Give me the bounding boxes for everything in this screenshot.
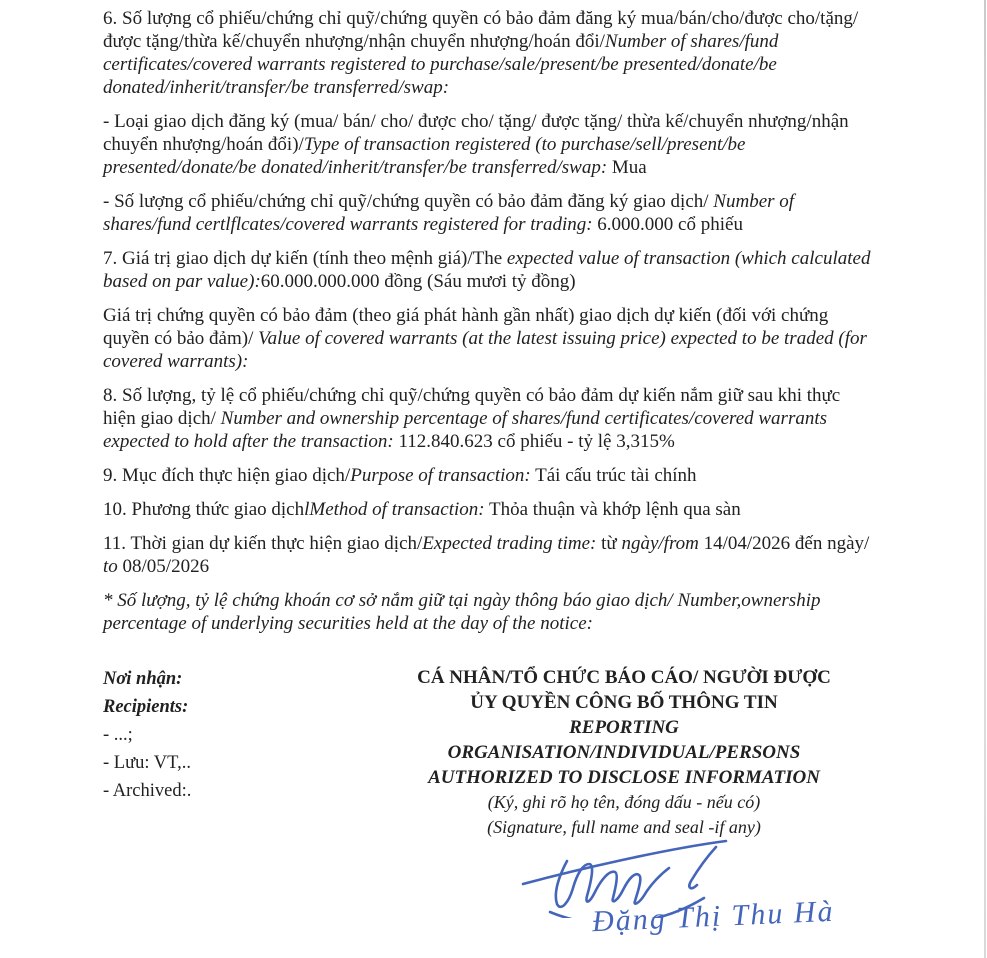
text-run: Value of covered warrants (at the latest issuing price) expected to be traded (for covered warrants): bbox=[103, 328, 867, 372]
text-run: Expected trading time: bbox=[422, 533, 597, 554]
paragraph-item-6 bbox=[103, 7, 873, 99]
reporting-entity-block bbox=[385, 665, 863, 840]
text-run: từ bbox=[596, 533, 622, 554]
paragraph-item-11 bbox=[103, 532, 873, 578]
paragraph-item-9 bbox=[103, 464, 873, 487]
registered-quantity-value: 6.000.000 cổ phiếu bbox=[592, 214, 743, 235]
paragraph-item-7 bbox=[103, 247, 873, 293]
recipients-item: - ...; bbox=[103, 725, 133, 745]
paragraph-registered-quantity bbox=[103, 190, 873, 236]
text-run: - Số lượng cổ phiếu/chứng chỉ quỹ/chứng quyền có bảo đảm đăng ký giao dịch/ bbox=[103, 191, 714, 212]
recipients-block bbox=[103, 665, 288, 840]
text-run: 11. Thời gian dự kiến thực hiện giao dịch/ bbox=[103, 533, 423, 554]
report-heading-en-2: ORGANISATION/INDIVIDUAL/PERSONS bbox=[447, 742, 801, 763]
trading-end-date: 08/05/2026 bbox=[117, 556, 210, 577]
text-run: * Số lượng, tỷ lệ chứng khoán cơ sở nắm giữ tại ngày thông báo giao dịch/ Number,ownership percentage of underlying securities held at the day of the notice: bbox=[103, 590, 821, 634]
text-run: Number of shares/fund certificates/covered warrants registered to purchase/sale/present/be presented/donate/be donated/inherit/transfer/be transferred/swap: bbox=[103, 31, 779, 98]
paragraph-item-10 bbox=[103, 498, 873, 521]
scan-edge-artifact bbox=[984, 0, 986, 958]
recipients-item: - Lưu: VT,.. bbox=[103, 753, 191, 773]
paragraph-warrant-value bbox=[103, 304, 873, 373]
signature-area bbox=[520, 838, 970, 958]
text-run: 6. Số lượng cổ phiếu/chứng chỉ quỹ/chứng quyền có bảo đảm đăng ký mua/bán/cho/được cho/tặng/được tặng/thừa kế/chuyển nhượng/nhận chuyển nhượng/hoán đổi/ bbox=[103, 8, 859, 52]
text-run: Giá trị chứng quyền có bảo đảm (theo giá phát hành gần nhất) giao dịch dự kiến (đối với chứng quyền có bảo đảm)/ bbox=[103, 305, 829, 349]
signing-instruction-en: (Signature, full name and seal -if any) bbox=[487, 817, 761, 837]
paragraph-item-8 bbox=[103, 384, 873, 453]
recipients-item: - Archived:. bbox=[103, 781, 192, 801]
text-run: Purpose of transaction: bbox=[350, 465, 531, 486]
text-run: Number of shares/fund certlflcates/covered warrants registered for trading: bbox=[103, 191, 795, 235]
purpose-value: Tái cấu trúc tài chính bbox=[530, 465, 697, 486]
text-run: Type of transaction registered (to purchase/sell/present/be presented/donate/be donated/inherit/transfer/be transferred/swap: bbox=[103, 134, 746, 178]
text-run: - Loại giao dịch đăng ký (mua/ bán/ cho/ được cho/ tặng/ được tặng/ thừa kế/chuyển nhượng/nhận chuyển nhượng/hoán đổi)/ bbox=[103, 111, 849, 155]
text-run: Number and ownership percentage of shares/fund certificates/covered warrants expected to hold after the transaction: bbox=[103, 408, 828, 452]
holding-after-transaction-value: 112.840.623 cổ phiếu - tỷ lệ 3,315% bbox=[393, 431, 675, 452]
report-heading-en-1: REPORTING bbox=[569, 717, 679, 738]
footer bbox=[103, 665, 873, 840]
paragraph-star-note bbox=[103, 589, 873, 635]
text-run: to bbox=[103, 556, 118, 577]
text-run: 9. Mục đích thực hiện giao dịch/ bbox=[103, 465, 351, 486]
document-body bbox=[103, 7, 873, 840]
recipients-title-vi: Nơi nhận: bbox=[103, 669, 183, 689]
text-run: expected value of transaction (which calculated based on par value): bbox=[103, 248, 871, 292]
report-heading-en-3: AUTHORIZED TO DISCLOSE INFORMATION bbox=[428, 767, 820, 788]
text-run: lMethod of transaction: bbox=[304, 499, 485, 520]
text-run: ngày/from bbox=[621, 533, 699, 554]
text-run: 10. Phương thức giao dịch bbox=[103, 499, 305, 520]
recipients-title-en: Recipients: bbox=[103, 697, 189, 717]
transaction-type-value: Mua bbox=[607, 157, 647, 178]
paragraph-transaction-type bbox=[103, 110, 873, 179]
transaction-value: 60.000.000.000 đồng (Sáu mươi tỷ đồng) bbox=[260, 271, 576, 292]
text-run: 7. Giá trị giao dịch dự kiến (tính theo mệnh giá)/The bbox=[103, 248, 507, 269]
trading-start-date: 14/04/2026 đến ngày/ bbox=[698, 533, 870, 554]
report-heading-vi-1: CÁ NHÂN/TỔ CHỨC BÁO CÁO/ NGƯỜI ĐƯỢC bbox=[417, 667, 831, 688]
method-value: Thỏa thuận và khớp lệnh qua sàn bbox=[484, 499, 741, 520]
text-run: 8. Số lượng, tỷ lệ cổ phiếu/chứng chỉ quỹ/chứng quyền có bảo đảm dự kiến nắm giữ sau khi thực hiện giao dịch/ bbox=[103, 385, 841, 429]
signer-name: Đặng Thị Thu Hà bbox=[591, 894, 836, 939]
report-heading-vi-2: ỦY QUYỀN CÔNG BỐ THÔNG TIN bbox=[470, 692, 778, 713]
signing-instruction-vi: (Ký, ghi rõ họ tên, đóng dấu - nếu có) bbox=[487, 792, 761, 812]
